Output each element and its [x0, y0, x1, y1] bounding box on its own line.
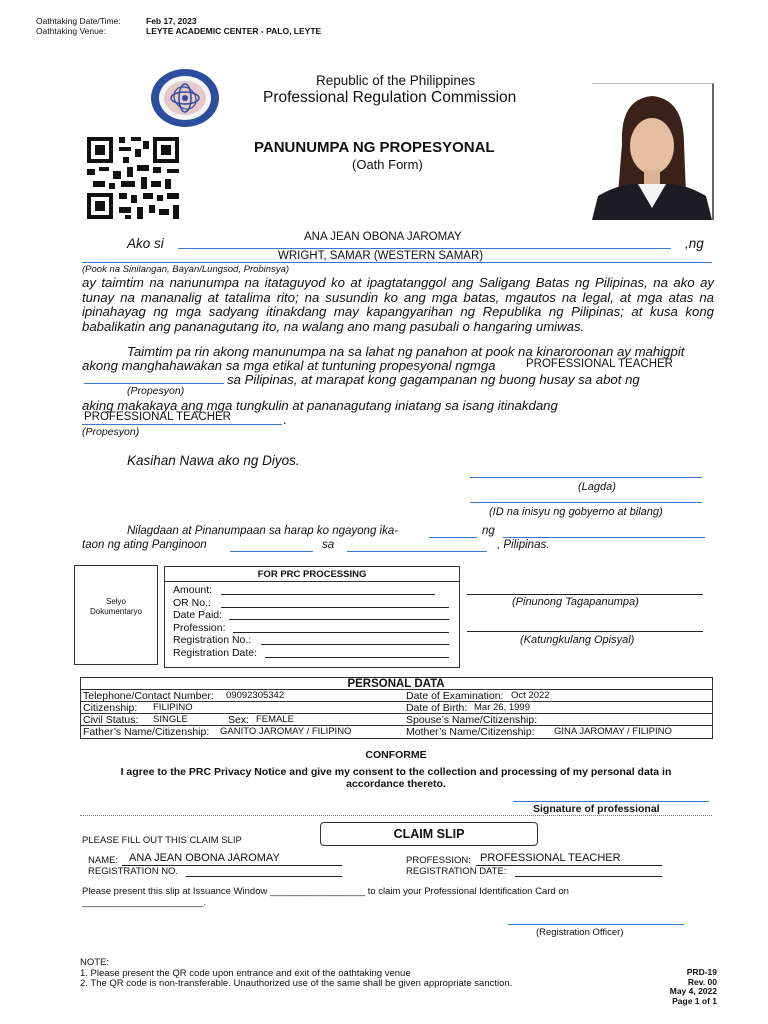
or-no-field[interactable]: OR No.: — [173, 597, 453, 610]
oath-paragraph-2-line-2: akong manghahawakan sa mga etikal at tuntuning propesyonal ngmga — [82, 358, 496, 373]
month-line — [503, 537, 705, 538]
registration-no-field[interactable]: Registration No.: — [173, 634, 453, 647]
phone-label: Telephone/Contact Number: — [83, 690, 214, 702]
form-title: PANUNUMPA NG PROPESYONAL — [254, 139, 495, 156]
amount-field[interactable]: Amount: — [173, 584, 453, 597]
father-value: GANITO JAROMAY / FILIPINO — [220, 726, 352, 737]
birth-label: Date of Birth: — [406, 702, 468, 714]
id-caption: (ID na inisyu ng gobyerno at bilang) — [489, 506, 663, 518]
registration-officer-caption: (Registration Officer) — [536, 927, 624, 938]
form-date: May 4, 2022 — [669, 986, 717, 996]
claim-present-line-1: Please present this slip at Issuance Window __________________ to claim your Professional Identification Card on — [82, 886, 569, 897]
civil-status-value: SINGLE — [153, 714, 188, 725]
claim-regno-underline[interactable] — [186, 876, 342, 877]
professional-signature-line — [513, 801, 709, 802]
lagda-caption: (Lagda) — [578, 481, 616, 493]
propesyon-caption-2: (Propesyon) — [82, 426, 140, 438]
official-line — [467, 631, 703, 632]
claim-name-label: NAME: — [88, 855, 119, 866]
day-line — [429, 537, 477, 538]
year-line — [230, 551, 313, 552]
documentary-stamp-box — [74, 565, 158, 665]
conforme-title: CONFORME — [365, 749, 427, 761]
oath-paragraph-2-line-1: Taimtim pa rin akong manunumpa na sa lahat ng panahon at pook na kinaroroonan ay mahigpit — [127, 344, 685, 359]
claim-regdate-underline[interactable] — [515, 876, 662, 877]
place-line — [347, 551, 487, 552]
cut-line — [80, 815, 712, 816]
address-caption: (Pook na Sinilangan, Bayan/Lungsod, Probinsya) — [82, 264, 290, 275]
pd-row-parents — [80, 725, 712, 738]
registration-date-field[interactable]: Registration Date: — [173, 647, 453, 660]
form-revision: Rev. 00 — [687, 976, 717, 987]
sworn-line-1: Nilagdaan at Pinanumpaan sa harap ko ngayong ika- — [127, 525, 399, 537]
registration-officer-line — [508, 924, 684, 925]
sex-label: Sex: — [228, 714, 250, 726]
profession-second-value: PROFESSIONAL TEACHER — [84, 411, 231, 423]
birth-value: Mar 26, 1999 — [474, 702, 530, 713]
prc-seal-icon — [150, 68, 220, 128]
stamp-line-1: Selyo — [105, 597, 126, 606]
civil-status-label: Civil Status: — [83, 714, 139, 726]
form-page: Page 1 of 1 — [672, 995, 717, 1006]
administering-officer-line — [467, 594, 703, 595]
oath-paragraph-2-line-3: sa Pilipinas, at marapat kong gagampanan ng buong husay sa abot ng — [227, 372, 640, 387]
note-2: 2. The QR code is non-transferable. Unauthorized use of the same shall be given appropriate sanction. — [80, 978, 513, 989]
note-1: 1. Please present the QR code upon entrance and exit of the oathtaking venue — [80, 968, 411, 979]
oath-venue-label: Oathtaking Venue: — [36, 26, 106, 36]
professional-signature-caption: Signature of professional — [533, 803, 660, 815]
phone-value: 09092305342 — [226, 690, 285, 701]
citizenship-value: FILIPINO — [153, 702, 193, 713]
citizenship-label: Citizenship: — [83, 702, 138, 714]
oath-paragraph-2-line-4: aking makakaya ang mga tungkulin at pananagutang iniatang sa isang itinakdang — [82, 398, 558, 413]
claim-profession-value[interactable]: PROFESSIONAL TEACHER — [480, 852, 621, 864]
form-subtitle: (Oath Form) — [352, 157, 423, 172]
profession-inline-value: PROFESSIONAL TEACHER — [526, 358, 673, 370]
commission-label: Professional Regulation Commission — [263, 89, 517, 106]
form-code-block — [640, 968, 717, 1006]
address-value: WRIGHT, SAMAR (WESTERN SAMAR) — [278, 250, 484, 262]
qr-code-icon — [87, 137, 179, 219]
republic-label: Republic of the Philippines — [316, 73, 476, 88]
profession-underline — [84, 383, 224, 384]
prc-processing-box — [164, 566, 460, 668]
exam-value: Oct 2022 — [511, 690, 550, 701]
mother-value: GINA JAROMAY / FILIPINO — [554, 726, 672, 737]
official-caption: (Katungkulang Opisyal) — [520, 634, 635, 646]
claim-instruction: PLEASE FILL OUT THIS CLAIM SLIP — [82, 835, 242, 846]
spouse-label: Spouse’s Name/Citizenship: — [406, 714, 538, 726]
personal-data-title: PERSONAL DATA — [347, 678, 445, 690]
oath-venue-value: LEYTE ACADEMIC CENTER - PALO, LEYTE — [146, 26, 322, 36]
period: . — [283, 412, 287, 427]
sworn-line-2: taon ng ating Panginoon — [82, 539, 207, 551]
ng-label-2: ng — [482, 525, 495, 537]
claim-regdate-label: REGISTRATION DATE: — [406, 866, 507, 877]
ako-si-label: Ako si — [127, 236, 164, 251]
portrait-image — [592, 84, 712, 220]
note-label: NOTE: — [80, 957, 110, 968]
sex-value: FEMALE — [256, 714, 295, 725]
oath-date-value: Feb 17, 2023 — [146, 16, 197, 26]
claim-name-value[interactable]: ANA JEAN OBONA JAROMAY — [129, 852, 280, 864]
claim-slip-title: CLAIM SLIP — [320, 822, 538, 846]
ng-label: ,ng — [685, 236, 704, 251]
closing-text: Kasihan Nawa ako ng Diyos. — [127, 453, 300, 468]
claim-present-line-2: _______________________. — [82, 897, 207, 908]
processing-title: FOR PRC PROCESSING — [257, 569, 367, 580]
pilipinas-label: , Pilipinas. — [497, 539, 550, 551]
name-underline — [178, 248, 671, 249]
claim-regno-label: REGISTRATION NO. — [88, 866, 179, 877]
propesyon-caption: (Propesyon) — [127, 385, 185, 397]
father-label: Father’s Name/Citizenship: — [83, 726, 210, 738]
privacy-consent-text: I agree to the PRC Privacy Notice and give my consent to the collection and processing of my personal data in accordance thereto. — [120, 766, 672, 790]
date-paid-field[interactable]: Date Paid: — [173, 609, 453, 622]
oath-paragraph-1: ay taimtim na nanunumpa na itataguyod ko at ipagtatanggol ang Saligang Batas ng Pilipinas, na ako ay tunay na mananalig at tatalima rito; na susundin ko ang mga batas, mgautos na legal, at mga atas na ipinahayag ng mga sadyang itinakdang may kapangyarihan ng Republika ng Pilipinas; at kusa kong babalikatin ang pananagutang ito, na walang ano mang pasubali o hangaring umiwas. — [82, 275, 714, 334]
form-code: PRD-19 — [686, 967, 717, 977]
claim-profession-label: PROFESSION: — [406, 855, 471, 866]
stamp-line-2: Dokumentaryo — [89, 607, 143, 616]
administering-officer-caption: (Pinunong Tagapanumpa) — [512, 596, 639, 608]
oath-date-label: Oathtaking Date/Time: — [36, 16, 121, 26]
oath-name-value: ANA JEAN OBONA JAROMAY — [304, 231, 462, 243]
address-underline — [82, 262, 712, 263]
mother-label: Mother’s Name/Citizenship: — [406, 726, 535, 738]
sa-label: sa — [322, 539, 335, 551]
id-line — [470, 502, 702, 503]
id-photo — [592, 83, 714, 220]
exam-label: Date of Examination: — [406, 690, 504, 702]
signature-line — [470, 477, 702, 478]
profession-second-underline — [82, 424, 282, 425]
profession-field[interactable]: Profession: — [173, 622, 453, 635]
